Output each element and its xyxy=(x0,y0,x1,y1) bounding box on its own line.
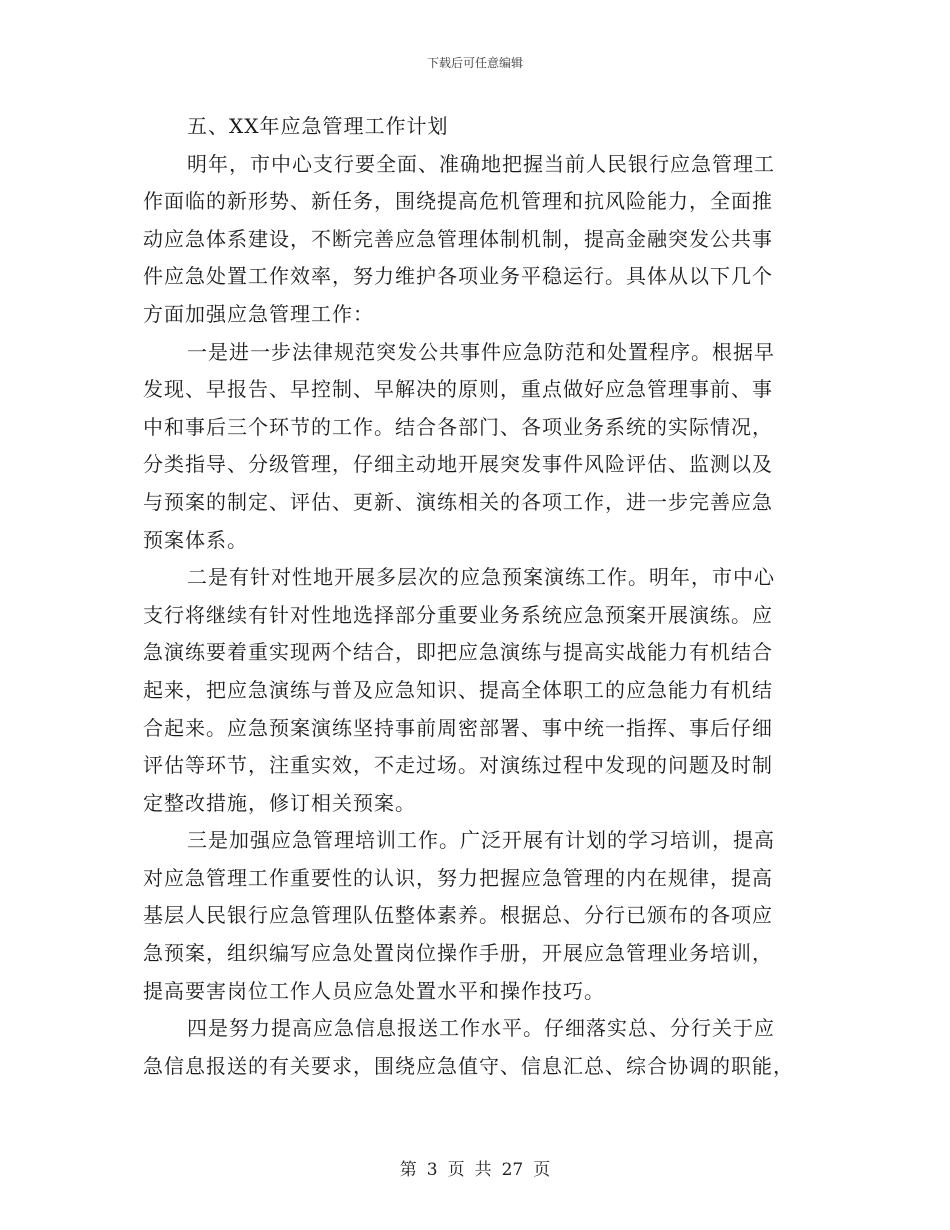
document-body xyxy=(143,108,805,1085)
text-line: 分类指导、分级管理，仔细主动地开展突发事件风险评估、监测以及 xyxy=(143,452,773,477)
footer-page-number: 3 xyxy=(426,1160,438,1180)
text-line: 定整改措施，修订相关预案。 xyxy=(143,790,416,815)
footer-page-word: 页 xyxy=(447,1160,465,1180)
text-line: 预案体系。 xyxy=(143,527,248,552)
text-line: 五、XX年应急管理工作计划 xyxy=(187,114,449,138)
text-line: 动应急体系建设，不断完善应急管理体制机制，提高金融突发公共事 xyxy=(143,226,773,251)
text-line: 合起来。应急预案演练坚持事前周密部署、事中统一指挥、事后仔细 xyxy=(143,715,773,740)
page-footer xyxy=(0,1155,950,1180)
text-line: 四是努力提高应急信息报送工作水平。仔细落实总、分行关于应 xyxy=(187,1016,775,1041)
page-header: 下载后可任意编辑 xyxy=(426,56,523,70)
text-line: 二是有针对性地开展多层次的应急预案演练工作。明年，市中心 xyxy=(187,565,775,590)
footer-total-pages: 27 xyxy=(501,1160,524,1180)
text-line: 方面加强应急管理工作： xyxy=(143,301,374,326)
text-line: 与预案的制定、评估、更新、演练相关的各项工作，进一步完善应急 xyxy=(143,489,773,514)
text-line: 基层人民银行应急管理队伍整体素养。根据总、分行已颁布的各项应 xyxy=(143,903,773,928)
text-line: 件应急处置工作效率，努力维护各项业务平稳运行。具体从以下几个 xyxy=(143,264,773,289)
text-line: 明年，市中心支行要全面、准确地把握当前人民银行应急管理工 xyxy=(187,151,775,176)
text-line: 三是加强应急管理培训工作。广泛开展有计划的学习培训，提高 xyxy=(187,828,775,853)
text-line: 一是进一步法律规范突发公共事件应急防范和处置程序。根据早 xyxy=(187,339,775,364)
footer-total-prefix: 共 xyxy=(474,1160,492,1180)
footer-suffix: 页 xyxy=(533,1160,551,1180)
text-line: 急预案，组织编写应急处置岗位操作手册，开展应急管理业务培训， xyxy=(143,941,773,966)
text-line: 提高要害岗位工作人员应急处置水平和操作技巧。 xyxy=(143,978,605,1003)
text-line: 发现、早报告、早控制、早解决的原则，重点做好应急管理事前、事 xyxy=(143,377,773,402)
text-line: 支行将继续有针对性地选择部分重要业务系统应急预案开展演练。应 xyxy=(143,602,773,627)
text-line: 作面临的新形势、新任务，围绕提高危机管理和抗风险能力，全面推 xyxy=(143,189,773,214)
text-line: 对应急管理工作重要性的认识，努力把握应急管理的内在规律，提高 xyxy=(143,865,773,890)
text-line: 评估等环节，注重实效，不走过场。对演练过程中发现的问题及时制 xyxy=(143,753,773,778)
text-line: 起来，把应急演练与普及应急知识、提高全体职工的应急能力有机结 xyxy=(143,677,773,702)
text-line: 急演练要着重实现两个结合，即把应急演练与提高实战能力有机结合 xyxy=(143,640,773,665)
footer-prefix: 第 xyxy=(399,1160,417,1180)
text-line: 急信息报送的有关要求，围绕应急值守、信息汇总、综合协调的职能， xyxy=(143,1053,794,1078)
text-line: 中和事后三个环节的工作。结合各部门、各项业务系统的实际情况， xyxy=(143,414,773,439)
